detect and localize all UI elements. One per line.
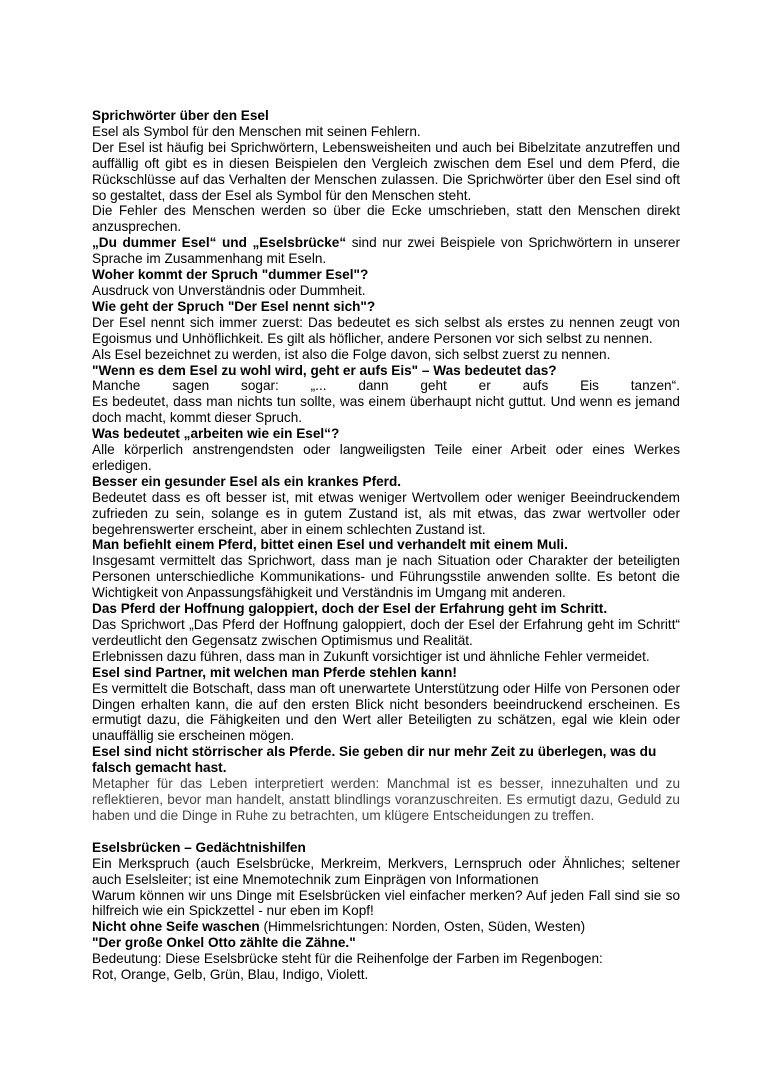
word: sogar: — [241, 378, 279, 394]
paragraph: Ausdruck von Unverständnis oder Dummheit. — [92, 282, 366, 298]
subheading: Besser ein gesunder Esel als ein krankes Pferd. — [92, 473, 402, 489]
word: Eis — [580, 378, 599, 394]
section-title-eselsbruecken: Eselsbrücken – Gedächtnishilfen — [92, 839, 306, 855]
subheading: Was bedeutet „arbeiten wie ein Esel“? — [92, 426, 340, 442]
paragraph: Es vermittelt die Botschaft, dass man oft unerwartete Unterstützung oder Hilfe von Personen oder Dingen erhalten kann, die auf den ersten Blick nicht besonders beeindruckend erscheinen. Es ermutigt dazu, die Fähigkeiten und den Wert aller Beteiligten zu schätzen, egal wie klein oder unauffällig sie erscheinen mögen. — [92, 680, 680, 744]
paragraph: Rot, Orange, Gelb, Grün, Blau, Indigo, Violett. — [92, 967, 369, 983]
paragraph-text: sind nur zwei Beispiele von Sprichwörtern in unserer Sprache im Zusammenhang mit Eseln. — [92, 235, 681, 267]
subheading: Woher kommt der Spruch "dummer Esel"? — [92, 267, 369, 283]
paragraph: Der Esel ist häufig bei Sprichwörtern, Lebensweisheiten und auch bei Bibelzitate anzutreffen und auffällig oft gibt es in diesen Beispielen den Vergleich zwischen dem Esel und dem Pferd, die Rückschlüsse auf das Verhalten der Menschen zulassen. Die Sprichwörter über den Esel sind oft so gestaltet, dass der Esel als Symbol für den Menschen steht. — [92, 139, 680, 203]
paragraph: Es bedeutet, dass man nichts tun sollte, was einem überhaupt nicht guttut. Und wenn es jemand doch macht, kommt dieser Spruch. — [92, 394, 680, 426]
subheading: Wie geht der Spruch "Der Esel nennt sich"? — [92, 298, 376, 314]
word: tanzen“. — [630, 378, 680, 394]
word: aufs — [522, 378, 549, 394]
paragraph: Alle körperlich anstrengendsten oder langweiligsten Teile einer Arbeit oder eines Werkes erledigen. — [92, 442, 680, 473]
bold-phrase: „Du dummer Esel“ und „Eselsbrücke“ — [92, 235, 347, 251]
paragraph: Als Esel bezeichnet zu werden, ist also die Folge davon, sich selbst zuerst zu nennen. — [92, 346, 611, 362]
bold-phrase: Nicht ohne Seife waschen — [92, 919, 260, 935]
word: geht — [420, 378, 447, 394]
paragraph: Metapher für das Leben interpretiert werden: Manchmal ist es besser, innezuhalten und zu reflektieren, bevor man handelt, anstatt blindlings voranzuschreiten. Es ermutigt dazu, Geduld zu haben und die Dinge in Ruhe zu betrachten, um klügere Entscheidungen zu treffen. — [92, 776, 680, 823]
word: dann — [358, 378, 389, 394]
paragraph: Der Esel nennt sich immer zuerst: Das bedeutet es sich selbst als erstes zu nennen zeugt von Egoismus und Unhöflichkeit. Es gilt als höflicher, andere Personen vor sich selbst zu nennen. — [92, 314, 680, 346]
word: „... — [310, 378, 327, 394]
subheading: Man befiehlt einem Pferd, bittet einen Esel und verhandelt mit einem Muli. — [92, 537, 568, 553]
spread-line — [92, 378, 680, 394]
subheading: Esel sind Partner, mit welchen man Pferde stehlen kann! — [92, 664, 457, 680]
subheading: "Wenn es dem Esel zu wohl wird, geht er aufs Eis" – Was bedeutet das? — [92, 362, 557, 378]
paragraph: Erlebnissen dazu führen, dass man in Zukunft vorsichtiger ist und ähnliche Fehler vermeidet. — [92, 648, 650, 664]
paragraph: Bedeutet dass es oft besser ist, mit etwas weniger Wertvollem oder weniger Beeindruckendem zufrieden zu sein, solange es in gutem Zustand ist, als mit etwas, das zwar wertvoller oder begehrenswerter erscheint, aber in einem schlechten Zustand ist. — [92, 489, 680, 537]
word: sagen — [172, 378, 210, 394]
paragraph: Die Fehler des Menschen werden so über die Ecke umschrieben, statt den Menschen direkt anzusprechen. — [92, 203, 680, 235]
paragraph — [92, 235, 680, 267]
paragraph-text: (Himmelsrichtungen: Norden, Osten, Süden, Westen) — [259, 919, 586, 935]
subheading: "Der große Onkel Otto zählte die Zähne." — [92, 935, 356, 951]
document-page — [92, 108, 680, 983]
word: Manche — [92, 378, 141, 394]
section-title-esel: Sprichwörter über den Esel — [92, 108, 269, 123]
paragraph: Ein Merkspruch (auch Eselsbrücke, Merkreim, Merkvers, Lernspruch oder Ähnliches; seltener auch Eselsleiter; ist eine Mnemotechnik zum Einprägen von Informationen — [92, 855, 680, 887]
subheading: Das Pferd der Hoffnung galoppiert, doch der Esel der Erfahrung geht im Schritt. — [92, 601, 608, 617]
paragraph: Esel als Symbol für den Menschen mit seinen Fehlern. — [92, 123, 421, 139]
paragraph: Warum können wir uns Dinge mit Eselsbrücken viel einfacher merken? Auf jeden Fall sind sie so hilfreich wie ein Spickzettel - nur eben im Kopf! — [92, 887, 680, 919]
paragraph — [92, 919, 680, 935]
paragraph: Bedeutung: Diese Eselsbrücke steht für die Reihenfolge der Farben im Regenbogen: — [92, 951, 603, 967]
paragraph: Das Sprichwort „Das Pferd der Hoffnung galoppiert, doch der Esel der Erfahrung geht im Schritt“ verdeutlicht den Gegensatz zwischen Optimismus und Realität. — [92, 617, 680, 648]
subheading: Esel sind nicht störrischer als Pferde. Sie geben dir nur mehr Zeit zu überlegen, was du falsch gemacht hast. — [92, 744, 657, 776]
word: er — [478, 378, 491, 394]
paragraph: Insgesamt vermittelt das Sprichwort, dass man je nach Situation oder Charakter der beteiligten Personen unterschiedliche Kommunikations- und Führungsstile anwenden sollte. Es betont die Wichtigkeit von Anpassungsfähigkeit und Verständnis im Umgang mit anderen. — [92, 553, 680, 601]
spacer — [92, 824, 680, 840]
